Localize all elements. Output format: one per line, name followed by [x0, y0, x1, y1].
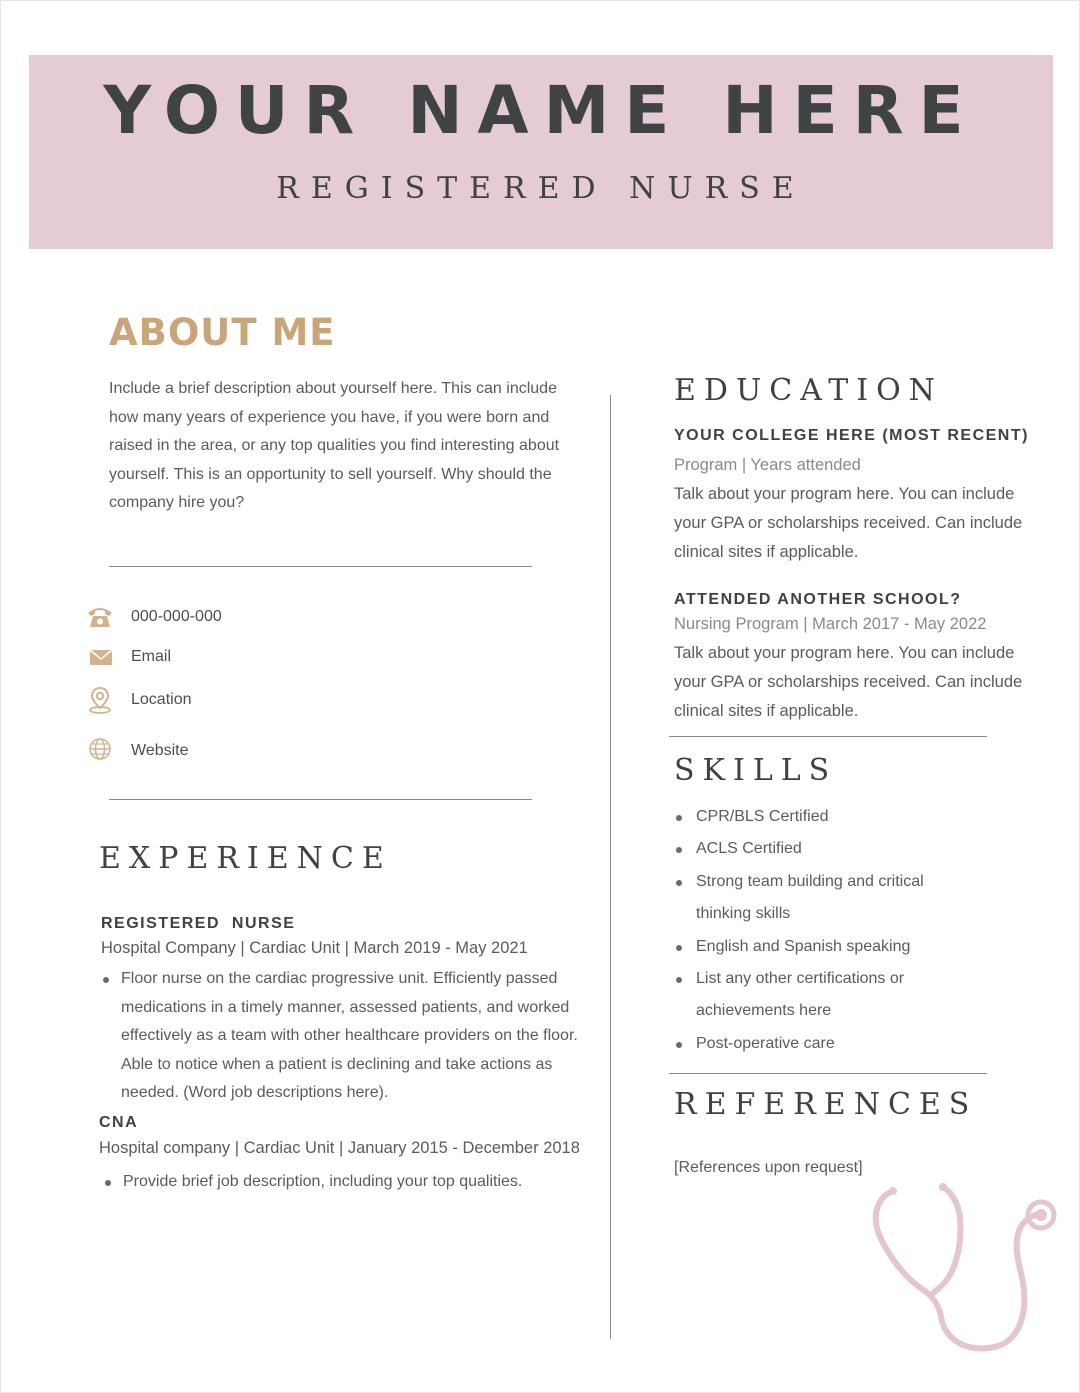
job-subtitle: Hospital company | Cardiac Unit | January 2015 - December 2018 [99, 1139, 580, 1157]
job-title: REGISTERED NURSE [101, 915, 296, 932]
phone-icon [85, 602, 115, 632]
education-description: Talk about your program here. You can include your GPA or scholarships received. Can include clinical sites if applicable. [674, 644, 1023, 720]
about-heading: ABOUT ME [109, 311, 336, 354]
job-title: CNA [99, 1114, 139, 1131]
skill-item: List any other certifications or achievements here [674, 963, 932, 1028]
skill-item: Strong team building and critical thinking skills [674, 866, 932, 931]
education-heading: EDUCATION [674, 373, 943, 408]
candidate-name: YOUR NAME HERE [103, 72, 979, 149]
skill-item: ACLS Certified [674, 833, 974, 865]
phone-text: 000-000-000 [131, 608, 222, 625]
skill-item: Post-operative care [674, 1028, 974, 1060]
education-program: Nursing Program | March 2017 - May 2022 [674, 615, 987, 633]
divider [109, 799, 532, 800]
contact-website [85, 736, 385, 766]
email-icon [85, 642, 115, 672]
references-heading: REFERENCES [674, 1087, 978, 1122]
job-title-heading: REGISTERED NURSE [276, 171, 806, 206]
education-program: Program | Years attended [674, 456, 861, 474]
column-divider [610, 395, 611, 1339]
skill-item: CPR/BLS Certified [674, 801, 974, 833]
job-bullets [101, 965, 596, 1108]
about-text: Include a brief description about yourself here. This can include how many years of experience you have, if you were born and raised in the area, or any top qualities you find interesting about yourself. This is an opportunity to sell yourself. Why should the company hire you? [109, 380, 560, 512]
job-bullets [103, 1168, 598, 1197]
job-subtitle: Hospital Company | Cardiac Unit | March 2019 - May 2021 [101, 939, 528, 957]
stethoscope-icon [863, 1177, 1063, 1367]
skill-item: English and Spanish speaking [674, 931, 974, 963]
education-school: ATTENDED ANOTHER SCHOOL? [674, 591, 962, 608]
job-bullet: Provide brief job description, including your top qualities. [103, 1168, 598, 1197]
skills-list [674, 801, 974, 1060]
education-school: YOUR COLLEGE HERE (MOST RECENT) [674, 427, 1029, 444]
contact-phone [85, 602, 385, 632]
education-description: Talk about your program here. You can include your GPA or scholarships received. Can include clinical sites if applicable. [674, 485, 1023, 561]
divider [669, 736, 987, 737]
website-text: Website [131, 742, 189, 759]
website-icon [85, 736, 115, 766]
divider [109, 566, 532, 567]
location-text: Location [131, 691, 192, 708]
location-icon [85, 685, 115, 715]
job-bullet: Floor nurse on the cardiac progressive unit. Efficiently passed medications in a timely manner, assessed patients, and worked effectively as a team with other healthcare providers on the floor. Able to notice when a patient is declining and take actions as needed. (Word job descriptions here). [101, 965, 596, 1108]
references-text: [References upon request] [674, 1159, 863, 1176]
email-text: Email [131, 648, 172, 665]
contact-location [85, 685, 385, 715]
divider [669, 1073, 987, 1074]
contact-email [85, 642, 385, 672]
skills-heading: SKILLS [674, 753, 838, 788]
experience-heading: EXPERIENCE [99, 841, 392, 876]
